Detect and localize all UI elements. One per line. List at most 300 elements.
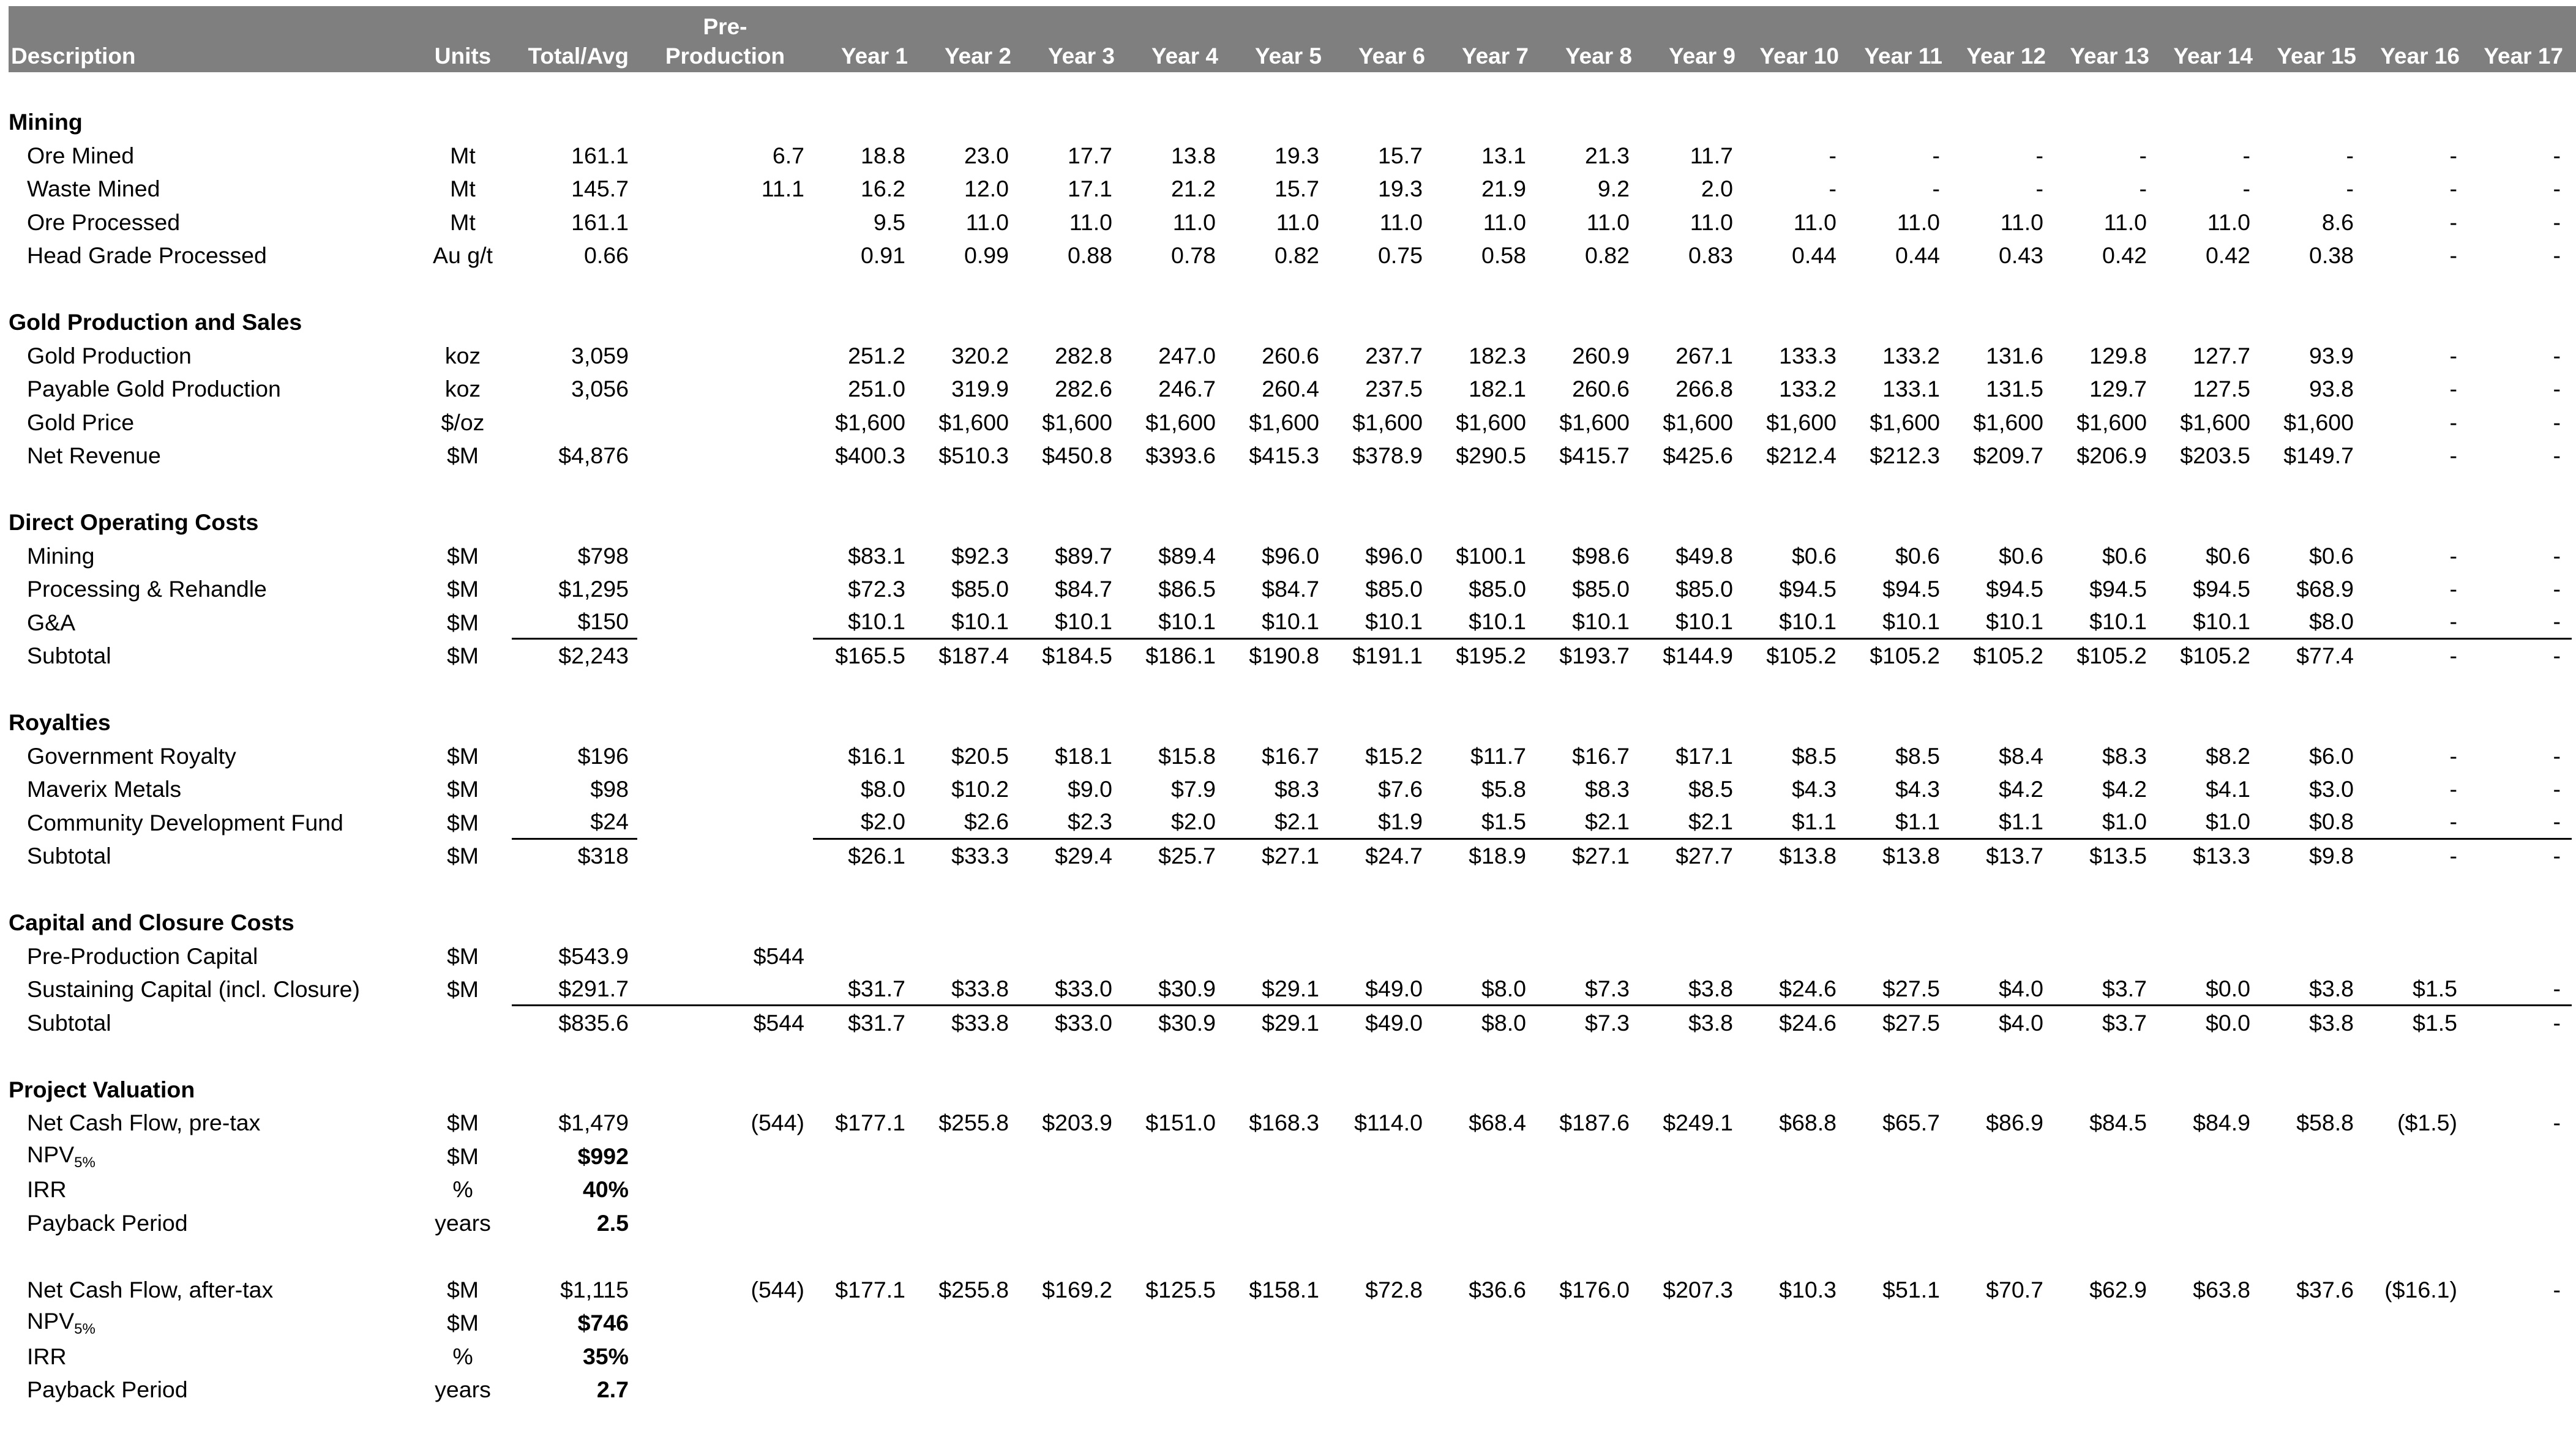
row-year-value: - [2468,606,2572,640]
row-year-value: - [2449,342,2457,368]
row-pre-production: 11.1 [761,176,804,202]
row-year-value: $0.6 [2206,542,2250,569]
header-year: Year 15 [2277,43,2356,69]
row-year-value: - [2242,176,2250,202]
row-total: 35% [582,1343,629,1369]
row-year-value: - [2035,142,2043,168]
row-year-value: $3.8 [2261,973,2365,1007]
row-year-value: $94.5 [1986,576,2043,602]
row-units: % [452,1176,473,1203]
row-year-value: 127.5 [2193,376,2250,402]
row-year-value: $1.5 [2365,973,2468,1007]
row-units: $M [446,776,479,802]
row-year-value: 282.8 [1055,342,1112,368]
row-year-value: $1.1 [1848,806,1951,840]
row-year-value: 21.3 [1585,142,1630,168]
row-label [9,1343,414,1370]
row-year-value: $27.5 [1848,973,1951,1007]
table-row [9,940,2576,973]
row-label: Head Grade Processed [27,242,267,269]
row-year-value: 282.6 [1055,376,1112,402]
row-year-value: $83.1 [848,542,905,569]
table-row [9,1173,2576,1207]
row-year-value: 13.1 [1481,142,1526,168]
header-year: Year 10 [1759,43,1839,69]
row-year-value: - [2468,973,2572,1007]
table-row [9,1373,2576,1407]
row-total: $4,876 [558,443,629,469]
row-year-value: $92.3 [951,542,1009,569]
row-year-value: 16.2 [861,176,905,202]
row-year-value: 251.0 [848,376,905,402]
metric-label: Payback Period [27,1377,188,1403]
row-year-value: $3.8 [2309,1009,2354,1036]
table-row [9,373,2576,406]
row-year-value: 0.91 [861,242,905,269]
row-year-value: - [2346,176,2354,202]
row-year-value: $8.4 [1999,742,2043,769]
row-label: Net Cash Flow, after-tax [27,1276,274,1302]
row-year-value: $1.0 [2054,806,2158,840]
row-units: % [452,1343,473,1369]
row-year-value: $85.0 [951,576,1009,602]
row-year-value: - [2553,1110,2561,1136]
row-year-value: $94.5 [2193,576,2250,602]
row-year-value: 0.44 [1895,242,1940,269]
row-label [9,1141,414,1171]
row-year-value: - [2553,409,2561,435]
row-units: Au g/t [433,242,493,269]
row-year-value: $187.6 [1559,1110,1630,1136]
row-label: Ore Processed [27,209,181,235]
row-year-value: 19.3 [1378,176,1423,202]
row-year-value: $68.8 [1779,1110,1837,1136]
row-year-value: 182.3 [1469,342,1526,368]
row-year-value: 260.4 [1262,376,1319,402]
row-year-value: - [2242,142,2250,168]
row-year-value: $10.1 [1848,606,1951,640]
row-year-value: $3.8 [1641,973,1744,1007]
row-year-value: $1.1 [1951,806,2054,840]
header-year: Year 4 [1151,43,1218,69]
row-year-value: $10.1 [1434,606,1537,640]
row-year-value: $1,600 [1973,409,2043,435]
row-year-value: $8.3 [1585,776,1630,802]
row-year-value: $4.3 [1895,776,1940,802]
row-year-value: 18.8 [861,142,905,168]
row-year-value: 11.0 [2207,209,2250,235]
table-row [9,339,2576,373]
row-year-value: - [2449,376,2457,402]
row-year-value: 0.42 [2102,242,2147,269]
row-year-value: $10.1 [1641,606,1744,640]
row-units: $M [446,1143,479,1169]
row-year-value: $9.0 [1068,776,1112,802]
header-year: Year 17 [2484,43,2563,69]
row-year-value: $1,600 [835,409,905,435]
row-year-value: - [2346,142,2354,168]
row-year-value: - [2553,1276,2561,1302]
row-year-value: - [2553,742,2561,769]
row-year-value: $0.6 [1999,542,2043,569]
row-year-value: - [2553,176,2561,202]
row-year-value: $85.0 [1365,576,1423,602]
row-year-value: 267.1 [1676,342,1733,368]
spacer-row [9,272,2576,306]
row-label [9,1377,414,1403]
row-year-value: - [2553,776,2561,802]
row-year-value: $10.1 [1020,606,1123,640]
row-year-value: 129.8 [2089,342,2147,368]
row-year-value: $1,600 [1559,409,1630,435]
row-year-value: $1,600 [1663,409,1733,435]
row-total: 40% [582,1176,629,1203]
row-year-value: $29.4 [1055,843,1112,869]
row-year-value: - [2449,409,2457,435]
row-year-value: 13.8 [1171,142,1216,168]
table-header [9,6,2576,72]
row-year-value: $84.7 [1055,576,1112,602]
row-year-value: - [1829,176,1837,202]
row-year-value: $1,600 [1870,409,1940,435]
row-units: Mt [450,176,476,202]
spacer-row [9,873,2576,906]
row-total: $798 [577,542,629,569]
row-year-value: $84.7 [1262,576,1319,602]
row-year-value: $105.2 [1973,643,2043,669]
row-year-value: 251.2 [848,342,905,368]
row-year-value: - [2449,443,2457,469]
row-year-value: $11.7 [1470,742,1526,769]
row-pre-production: $544 [753,1009,804,1036]
row-year-value: $4.0 [1999,1009,2043,1036]
row-year-value: $2.0 [813,806,916,840]
header-year: Year 5 [1254,43,1322,69]
row-year-value: - [2553,443,2561,469]
row-year-value: 0.83 [1688,242,1733,269]
row-pre-production: 6.7 [772,142,804,168]
row-year-value: - [2468,806,2572,840]
row-units: $M [446,843,479,869]
row-year-value: $70.7 [1986,1276,2043,1302]
header-pre-line2: Production [665,43,785,69]
row-pre-production [637,806,813,840]
row-total: 2.5 [596,1209,629,1236]
row-year-value: 11.0 [2000,209,2043,235]
row-year-value: $49.0 [1365,1009,1423,1036]
table-body [9,72,2576,1407]
row-year-value: $169.2 [1042,1276,1112,1302]
row-year-value: $13.5 [2089,843,2147,869]
section-title-row [9,1073,2576,1107]
row-year-value: - [1932,142,1940,168]
table-row [9,973,2576,1007]
row-year-value: $151.0 [1145,1110,1216,1136]
row-year-value: $510.3 [938,443,1009,469]
row-year-value: $158.1 [1249,1276,1319,1302]
row-year-value: $0.6 [2309,542,2354,569]
header-year: Year 7 [1461,43,1529,69]
row-year-value: $1,600 [2283,409,2354,435]
row-year-value: $8.5 [1792,742,1837,769]
row-year-value: $105.2 [1870,643,1940,669]
row-year-value: $290.5 [1456,443,1526,469]
row-label: Gold Production [27,342,192,368]
row-year-value: $7.3 [1585,1009,1630,1036]
table-row [9,606,2576,640]
row-year-value: 133.2 [1882,342,1940,368]
row-year-value: $27.7 [1676,843,1733,869]
row-year-value: 17.7 [1068,142,1112,168]
row-label [9,1210,414,1236]
header-year: Year 3 [1047,43,1115,69]
row-units: $M [446,643,479,669]
header-year: Year 8 [1565,43,1632,69]
row-total: $24 [512,806,637,840]
row-year-value: $84.5 [2089,1110,2147,1136]
row-units: koz [444,342,481,368]
row-year-value: 11.0 [1379,209,1423,235]
row-year-value: 247.0 [1158,342,1216,368]
spacer-row [9,673,2576,706]
table-row [9,640,2576,673]
row-year-value: $5.8 [1481,776,1526,802]
row-year-value: $51.1 [1882,1276,1940,1302]
row-year-value: $8.5 [1688,776,1733,802]
row-year-value: $1.1 [1744,806,1848,840]
row-year-value: $190.8 [1249,643,1319,669]
spacer-row [9,1040,2576,1074]
row-year-value: 0.82 [1275,242,1319,269]
row-year-value: $193.7 [1559,643,1630,669]
row-year-value: $125.5 [1145,1276,1216,1302]
row-year-value: $378.9 [1352,443,1423,469]
row-year-value: $37.6 [2296,1276,2354,1302]
row-year-value: - [2449,776,2457,802]
row-year-value: $10.2 [951,776,1009,802]
header-year: Year 2 [944,43,1011,69]
row-year-value: $8.0 [2261,606,2365,640]
row-year-value: - [2449,643,2457,669]
row-year-value: $30.9 [1123,973,1227,1007]
row-year-value: $415.3 [1249,443,1319,469]
row-label: Pre-Production Capital [27,943,258,969]
row-year-value: $0.6 [1792,542,1837,569]
row-year-value: $207.3 [1663,1276,1733,1302]
row-year-value: 11.0 [1172,209,1216,235]
header-year: Year 16 [2380,43,2460,69]
row-year-value: $94.5 [2089,576,2147,602]
table-row [9,239,2576,273]
row-year-value: 133.3 [1779,342,1837,368]
row-year-value: $27.1 [1572,843,1630,869]
row-year-value: $0.0 [2158,973,2261,1007]
spacer-row [9,72,2576,106]
row-year-value: $8.0 [1434,973,1537,1007]
row-year-value: $168.3 [1249,1110,1319,1136]
row-year-value: - [2553,242,2561,269]
row-year-value: $94.5 [1779,576,1837,602]
header-pre-production [637,12,813,71]
row-year-value: - [2139,142,2147,168]
row-year-value: - [2553,1009,2561,1036]
row-label: Payable Gold Production [27,376,281,402]
row-total: 2.7 [596,1377,629,1403]
row-year-value: $17.1 [1676,742,1733,769]
row-year-value: $191.1 [1352,643,1423,669]
header-year: Year 14 [2173,43,2253,69]
row-year-value: 11.0 [1483,209,1526,235]
row-units: Mt [450,142,476,168]
row-year-value: 0.88 [1068,242,1112,269]
cash-flow-table [9,6,2576,1407]
row-year-value: 11.0 [1276,209,1319,235]
row-year-value: - [2553,542,2561,569]
row-year-value: - [2553,576,2561,602]
row-year-value: $4.1 [2206,776,2250,802]
table-row [9,1206,2576,1240]
row-year-value: $415.7 [1559,443,1630,469]
row-year-value: - [2449,242,2457,269]
row-year-value: $100.1 [1456,542,1526,569]
row-year-value: $77.4 [2296,643,2354,669]
table-row [9,439,2576,473]
row-year-value: $13.8 [1882,843,1940,869]
row-year-value: 11.0 [1586,209,1630,235]
row-year-value: 127.7 [2193,342,2250,368]
row-year-value: $31.7 [848,1009,905,1036]
row-year-value: 93.8 [2309,376,2354,402]
row-year-value: 237.7 [1365,342,1423,368]
row-year-value: - [2553,342,2561,368]
table-row [9,1340,2576,1373]
row-year-value: $3.8 [1688,1009,1733,1036]
row-year-value: $49.8 [1676,542,1733,569]
row-units: $/oz [441,409,485,435]
row-units: koz [444,376,481,402]
row-total: 3,056 [571,376,629,402]
row-year-value: $33.0 [1020,973,1123,1007]
row-year-value: $1,600 [2180,409,2250,435]
row-year-value: 260.9 [1572,342,1630,368]
row-year-value: $177.1 [835,1276,905,1302]
section-title: Project Valuation [9,1076,195,1102]
row-year-value: $33.8 [951,1009,1009,1036]
row-year-value: $33.8 [916,973,1020,1007]
table-row [9,406,2576,439]
row-year-value: $105.2 [1766,643,1837,669]
header-year: Year 9 [1668,43,1735,69]
section-title-row [9,506,2576,540]
row-year-value: $13.8 [1779,843,1837,869]
row-year-value: - [1932,176,1940,202]
row-year-value: $3.7 [2102,1009,2147,1036]
row-year-value: $249.1 [1663,1110,1733,1136]
row-year-value: $393.6 [1145,443,1216,469]
row-year-value: $10.1 [916,606,1020,640]
row-year-value: 12.0 [964,176,1009,202]
row-year-value: $8.3 [2102,742,2147,769]
row-year-value: $16.1 [848,742,905,769]
section-title: Capital and Closure Costs [9,910,294,936]
row-year-value: $8.0 [861,776,905,802]
row-year-value: $63.8 [2193,1276,2250,1302]
section-title: Mining [9,109,83,135]
row-year-value: $24.6 [1779,1009,1837,1036]
row-year-value: $15.8 [1158,742,1216,769]
row-year-value: $10.1 [1951,606,2054,640]
row-year-value: - [2449,843,2457,869]
row-year-value: $1.0 [2158,806,2261,840]
row-year-value: $49.0 [1330,973,1434,1007]
row-label: Net Cash Flow, pre-tax [27,1110,261,1136]
row-year-value: $65.7 [1882,1110,1940,1136]
row-year-value: 11.0 [1896,209,1940,235]
row-year-value: $36.6 [1469,1276,1526,1302]
row-total: $291.7 [512,973,637,1007]
row-total: $992 [577,1143,629,1169]
row-year-value: $10.3 [1779,1276,1837,1302]
header-year: Year 12 [1966,43,2046,69]
row-year-value: - [2553,209,2561,235]
table-row [9,1107,2576,1140]
row-year-value: $10.1 [1330,606,1434,640]
row-year-value: $1.9 [1330,806,1434,840]
row-year-value: $29.1 [1262,1009,1319,1036]
row-units: $M [446,443,479,469]
row-year-value: $68.4 [1469,1110,1526,1136]
row-year-value: $7.6 [1378,776,1423,802]
row-year-value: 0.99 [964,242,1009,269]
table-row [9,739,2576,773]
row-year-value: 319.9 [951,376,1009,402]
row-year-value: $186.1 [1145,643,1216,669]
row-year-value: $8.3 [1275,776,1319,802]
row-year-value: $30.9 [1158,1009,1216,1036]
row-year-value: 11.0 [1690,209,1733,235]
row-total: $196 [577,742,629,769]
row-year-value: $8.2 [2206,742,2250,769]
row-total: 0.66 [584,242,629,269]
row-label: Government Royalty [27,742,236,769]
table-row [9,840,2576,873]
row-year-value: 260.6 [1262,342,1319,368]
header-year: Year 13 [2070,43,2149,69]
row-year-value: 131.6 [1986,342,2043,368]
header-year: Year 6 [1358,43,1425,69]
row-year-value: $3.0 [2309,776,2354,802]
row-year-value: ($1.5) [2397,1110,2457,1136]
row-label: Subtotal [27,1009,111,1036]
row-total: $318 [577,843,629,869]
row-year-value: $24.6 [1744,973,1848,1007]
row-year-value: $203.9 [1042,1110,1112,1136]
row-pre-production: (544) [751,1276,804,1302]
row-year-value: $10.1 [1123,606,1227,640]
row-label: Mining [27,542,95,569]
header-year: Year 11 [1864,43,1942,69]
row-year-value: $4.2 [1999,776,2043,802]
row-year-value: $10.1 [1227,606,1330,640]
row-year-value: 131.5 [1986,376,2043,402]
row-year-value: $2.0 [1123,806,1227,840]
row-year-value: $6.0 [2309,742,2354,769]
row-year-value: $2.6 [916,806,1020,840]
row-year-value: $33.3 [951,843,1009,869]
section-title-row [9,106,2576,140]
row-year-value: 0.58 [1481,242,1526,269]
row-year-value: $26.1 [848,843,905,869]
